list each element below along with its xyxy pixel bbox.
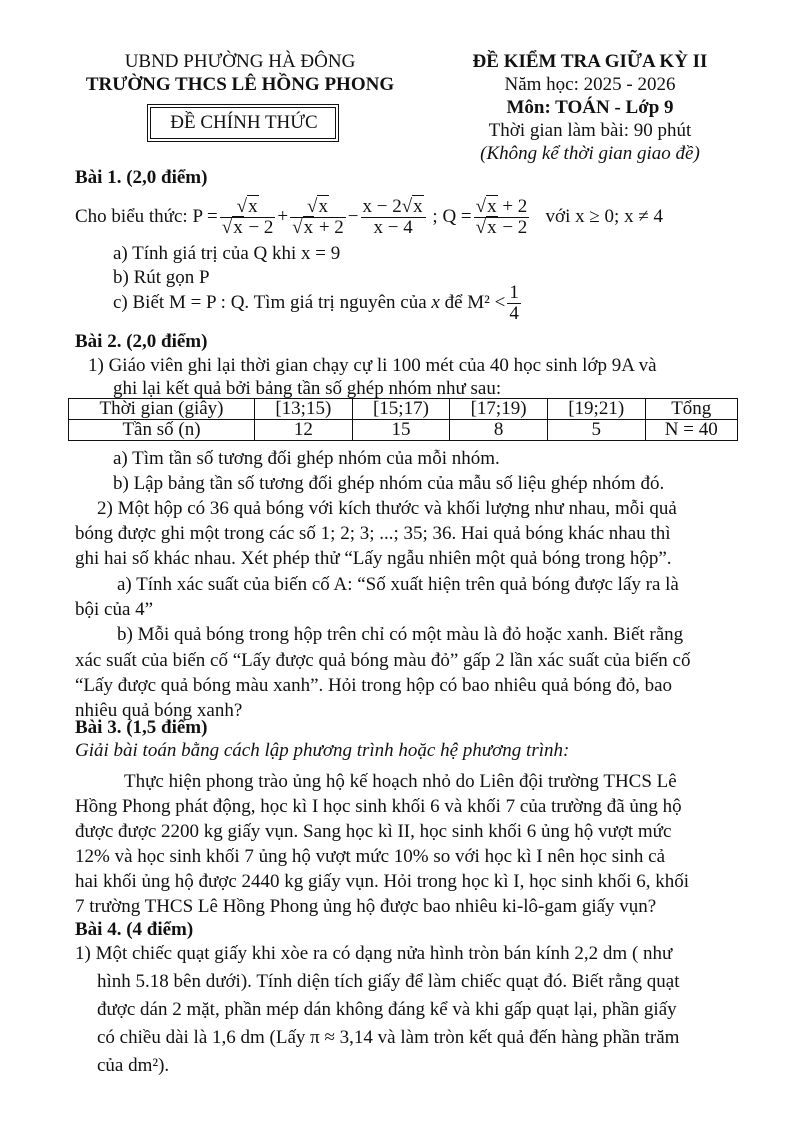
bai3-line: được được 2200 kg giấy vụn. Sang học kì II, học sinh khối 6 ủng hộ vượt mức	[75, 821, 672, 842]
bai2-title: Bài 2. (2,0 điểm)	[75, 331, 208, 352]
official-label: ĐỀ CHÍNH THỨC	[170, 112, 318, 133]
bai3-line: 7 trường THCS Lê Hồng Phong ủng hộ được bao nhiêu ki-lô-gam giấy vụn?	[75, 896, 657, 917]
bai1-part-c: c) Biết M = P : Q. Tìm giá trị nguyên của x để M² < $\frac{1}{4}$	[113, 282, 519, 325]
duration-note: (Không kể thời gian giao đề)	[480, 143, 700, 164]
duration: Thời gian làm bài: 90 phút	[488, 120, 692, 141]
bai3-line: 12% và học sinh khối 7 ủng hộ vượt mức 10% so với học kì I nên học sinh cả	[75, 846, 666, 867]
bai2-p2-line: b) Mỗi quả bóng trong hộp trên chỉ có một màu là đỏ hoặc xanh. Biết rằng	[117, 624, 684, 645]
header-authority: UBND PHƯỜNG HÀ ĐÔNG	[124, 51, 356, 72]
bai2-p1-line: 1) Giáo viên ghi lại thời gian chạy cự li 100 mét của 40 học sinh lớp 9A và	[88, 355, 657, 376]
bai2-p2-line: bội của 4”	[75, 599, 154, 620]
header-school: TRƯỜNG THCS LÊ HỒNG PHONG	[85, 74, 395, 95]
bai4-line: có chiều dài là 1,6 dm (Lấy π ≈ 3,14 và làm tròn kết quả đến hàng phần trăm	[97, 1027, 680, 1048]
bai3-line: hai khối ủng hộ được 2440 kg giấy vụn. Hỏi trong học kì I, học sinh khối 6, khối	[75, 871, 690, 892]
frequency-table	[68, 398, 738, 441]
bai4-line: hình 5.18 bên dưới). Tính diện tích giấy để làm chiếc quạt đó. Biết rằng quạt	[97, 971, 680, 992]
bai2-p2-line: bóng được ghi một trong các số 1; 2; 3; ...; 35; 36. Hai quả bóng khác nhau thì	[75, 523, 671, 544]
bai3-instruction: Giải bài toán bằng cách lập phương trình hoặc hệ phương trình:	[75, 740, 570, 761]
bai1-title: Bài 1. (2,0 điểm)	[75, 167, 208, 188]
bai2-p2-line: 2) Một hộp có 36 quả bóng với kích thước và khối lượng như nhau, mỗi quả	[97, 498, 677, 519]
bai4-line: được dán 2 mặt, phần mép dán không đáng kể và khi gấp quạt lại, phần giấy	[97, 999, 677, 1020]
bai4-title: Bài 4. (4 điểm)	[75, 919, 194, 940]
bai2-p2-line: a) Tính xác suất của biến cố A: “Số xuất hiện trên quả bóng được lấy ra là	[117, 574, 679, 595]
subject: Môn: TOÁN - Lớp 9	[506, 97, 674, 118]
table-row: Thời gian (giây) [13;15) [15;17) [17;19) [19;21) Tổng	[69, 399, 738, 420]
bai2-p2-line: nhiêu quả bóng xanh?	[75, 700, 243, 721]
bai2-p2-line: ghi hai số khác nhau. Xét phép thử “Lấy ngẫu nhiên một quả bóng trong hộp”.	[75, 548, 672, 569]
bai1-part-b: b) Rút gọn P	[113, 267, 210, 288]
bai2-p1-line: ghi lại kết quả bởi bảng tần số ghép nhóm như sau:	[113, 378, 502, 399]
bai3-line: Hồng Phong phát động, học kì I học sinh khối 6 và khối 7 của trường đã ủng hộ	[75, 796, 682, 817]
bai4-line: 1) Một chiếc quạt giấy khi xòe ra có dạng nửa hình tròn bán kính 2,2 dm ( như	[75, 943, 673, 964]
bai2-q1b: b) Lập bảng tần số tương đối ghép nhóm của mẫu số liệu ghép nhóm đó.	[113, 473, 665, 494]
bai2-p2-line: xác suất của biến cố “Lấy được quả bóng màu đỏ” gấp 2 lần xác suất của biến cố	[75, 650, 691, 671]
bai3-title: Bài 3. (1,5 điểm)	[75, 717, 208, 738]
bai1-expression: Cho biểu thức: P = $\frac{√x}{√x - 2}$ + $\frac{√x}{√x + 2}$ − $\frac{x - 2√x}{x - 4}$ ; Q = $\frac{√x + 2}{√x - 2}$ với x ≥ 0; x ≠ 4	[75, 196, 664, 239]
bai1-part-a: a) Tính giá trị của Q khi x = 9	[113, 243, 341, 264]
bai2-p2-line: “Lấy được quả bóng màu xanh”. Hỏi trong hộp có bao nhiêu quả bóng đỏ, bao	[75, 675, 673, 696]
table-row: Tần số (n) 12 15 8 5 N = 40	[69, 420, 738, 441]
bai2-q1a: a) Tìm tần số tương đối ghép nhóm của mỗi nhóm.	[113, 448, 500, 469]
bai4-line: của dm²).	[97, 1055, 170, 1076]
school-year: Năm học: 2025 - 2026	[504, 74, 676, 95]
bai3-line: Thực hiện phong trào ủng hộ kế hoạch nhỏ do Liên đội trường THCS Lê	[124, 771, 677, 792]
exam-title: ĐỀ KIỂM TRA GIỮA KỲ II	[472, 51, 708, 72]
